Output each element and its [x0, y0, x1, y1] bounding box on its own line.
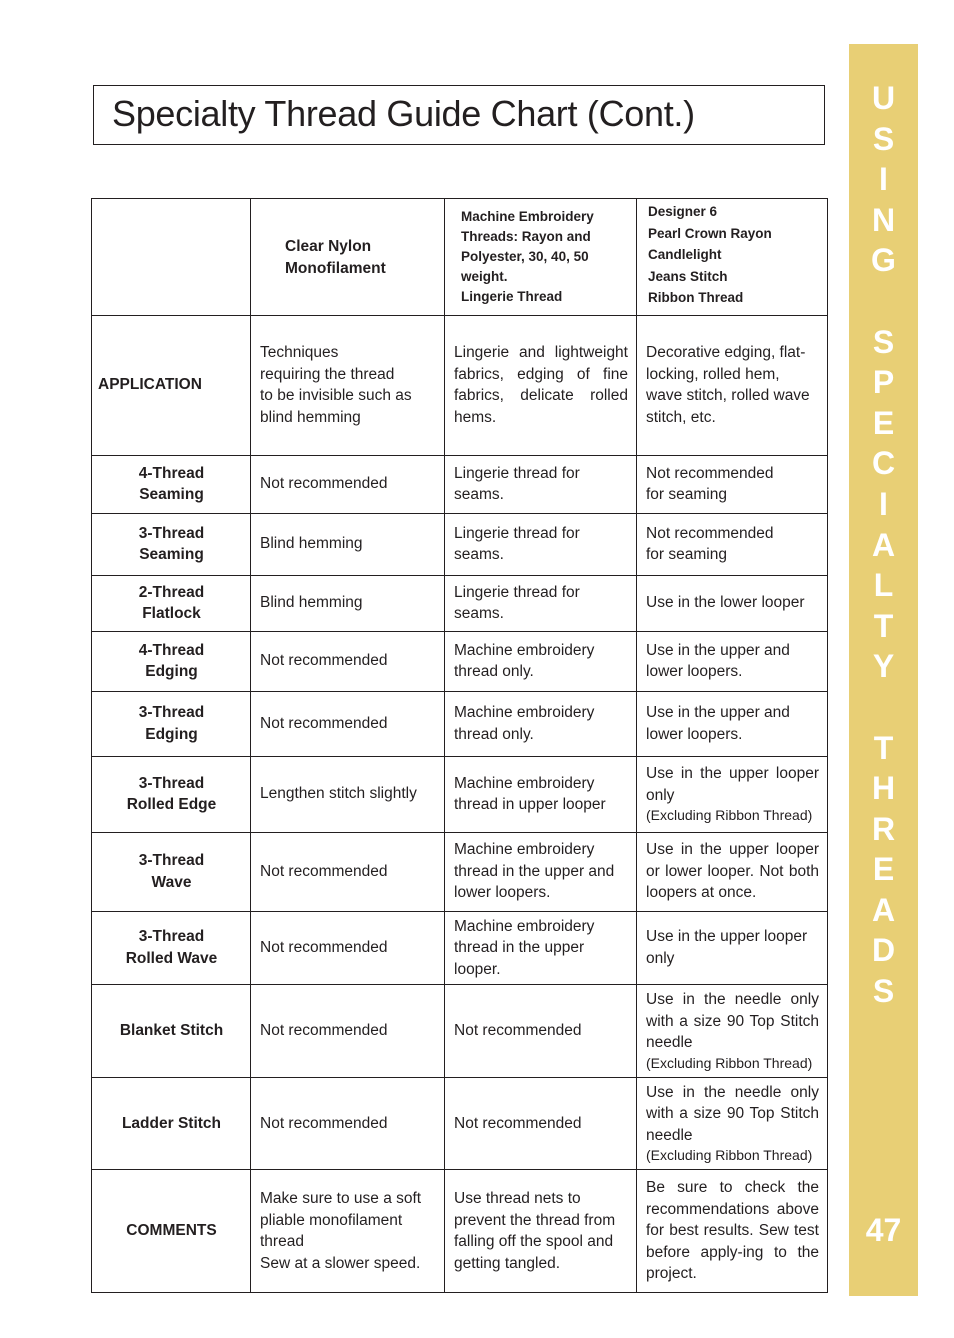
cell-line: Not recommended [260, 714, 388, 732]
side-tab-letter: D [871, 932, 896, 969]
table-cell-c3: Use in the needle only with a size 90 Top Stitch needle (Excluding Ribbon Thread) [637, 1077, 828, 1170]
cell-line: weight. [461, 268, 508, 284]
table-cell-c1 [251, 513, 445, 575]
cell-line: Seaming [139, 546, 204, 563]
row-label [92, 985, 251, 1078]
side-tab-letter: P [872, 364, 895, 401]
side-tab-letter: A [871, 526, 896, 563]
cell-line: stitch, etc. [646, 408, 716, 426]
row-label [92, 832, 251, 911]
table-cell-c1 [251, 985, 445, 1078]
cell-line: Seaming [139, 486, 204, 503]
table-cell-c3: Be sure to check the recommendations above for best results. Sew test before apply-ing to the project. [637, 1170, 828, 1293]
side-tab-letter: S [872, 973, 895, 1010]
cell-line: Use in the upper and [646, 641, 790, 659]
table-cell-c1 [251, 691, 445, 756]
cell-line: Blanket Stitch [119, 1022, 224, 1039]
cell-line: Machine embroidery [454, 917, 595, 935]
table-row [92, 832, 828, 911]
cell-line: thread [260, 1233, 304, 1250]
cell-line: Lingerie thread for [454, 524, 580, 542]
cell-line: for seaming [646, 546, 727, 563]
side-tab-heading [849, 78, 918, 1012]
table-cell-c1 [251, 1077, 445, 1170]
cell-line: thread in the upper [454, 939, 585, 956]
row-label [92, 513, 251, 575]
cell-line: Techniques [260, 344, 339, 361]
page-title: Specialty Thread Guide Chart (Cont.) [112, 93, 695, 134]
table-row [92, 1077, 828, 1170]
cell-line: only [646, 949, 675, 967]
table-row [92, 315, 828, 455]
cell-line: Rolled Wave [125, 949, 218, 967]
cell-note: (Excluding Ribbon Thread) [646, 807, 813, 823]
cell-line: 3-Thread [138, 774, 205, 792]
cell-line: Blind hemming [260, 594, 363, 612]
cell-line: looper. [454, 960, 501, 978]
side-tab-gap [879, 687, 888, 728]
side-tab-letter: E [872, 851, 895, 888]
cell-line: Ladder Stitch [121, 1114, 222, 1132]
side-tab-letter: E [872, 404, 895, 441]
cell-line: Flatlock [142, 605, 201, 622]
side-tab-letter: T [873, 607, 894, 644]
row-label [92, 631, 251, 691]
cell-line: Edging [145, 725, 198, 743]
cell-line: thread only. [454, 663, 534, 680]
cell-line: to be invisible such as [260, 387, 412, 404]
table-cell-c1 [251, 631, 445, 691]
cell-line: blind hemming [260, 408, 361, 426]
table-cell-c2 [445, 1077, 637, 1170]
row-label [92, 911, 251, 985]
cell-line: 4-Thread [138, 464, 205, 482]
cell-line: seams. [454, 546, 504, 563]
side-tab-letter: R [871, 810, 896, 847]
side-tab-letter: S [872, 323, 895, 360]
cell-line: Not recommended [260, 1114, 388, 1132]
table-cell-c1 [251, 575, 445, 631]
cell-line: lower loopers. [454, 884, 551, 902]
table-cell-c3 [637, 455, 828, 513]
side-tab-letter: N [871, 201, 896, 238]
cell-line: Monofilament [285, 259, 386, 277]
cell-line: 3-Thread [138, 852, 205, 869]
side-tab-letter: C [871, 445, 896, 482]
row-label [92, 756, 251, 832]
row-label [92, 1077, 251, 1170]
cell-line: Not recommended [454, 1022, 582, 1039]
header-cell-empty [92, 199, 251, 316]
cell-line: lower loopers. [646, 663, 743, 680]
side-tab-letter: L [873, 567, 894, 604]
cell-line: Jeans Stitch [648, 268, 728, 284]
table-cell-c2 [445, 513, 637, 575]
cell-line: Pearl Crown Rayon [648, 225, 772, 241]
cell-line: Wave [151, 873, 192, 891]
title-box [93, 85, 825, 145]
cell-line: Not recommended [260, 475, 388, 493]
side-tab-letter: U [871, 80, 896, 116]
row-label [92, 691, 251, 756]
page-number: 47 [865, 1212, 902, 1248]
table-cell-c2 [445, 1170, 637, 1293]
cell-line: COMMENTS [126, 1222, 217, 1240]
cell-line: Machine embroidery [454, 704, 595, 721]
table-cell-c3 [637, 631, 828, 691]
cell-line: Machine embroidery [454, 641, 595, 659]
table-row [92, 756, 828, 832]
cell-line: Edging [145, 663, 198, 680]
cell-line: Not recommended [260, 939, 388, 956]
table-row [92, 513, 828, 575]
header-clear-nylon [251, 199, 445, 316]
thread-guide-table [91, 198, 828, 1293]
cell-line: Candlelight [648, 247, 722, 262]
cell-line: Threads: Rayon and [461, 228, 591, 244]
header-row [92, 199, 828, 316]
cell-line: Not recommended [260, 862, 388, 880]
table-cell-c1 [251, 1170, 445, 1293]
side-tab-letter: H [871, 770, 896, 807]
cell-line: Lingerie thread for [454, 583, 580, 601]
side-tab-letter: S [872, 120, 895, 157]
cell-line: wave stitch, rolled wave [646, 387, 810, 404]
cell-line: 3-Thread [138, 704, 205, 721]
cell-line: locking, rolled hem, [646, 365, 780, 383]
side-tab-gap [879, 281, 888, 322]
cell-line: Machine embroidery [454, 841, 595, 859]
cell-line: seams. [454, 486, 504, 503]
cell-line: Not recommended [646, 524, 774, 542]
cell-line: Not recommended [260, 652, 388, 670]
table-row [92, 455, 828, 513]
side-tab-letter: Y [872, 648, 895, 685]
table-cell-c2 [445, 575, 637, 631]
cell-line: thread in the upper and [454, 862, 615, 880]
table-cell-c2 [445, 691, 637, 756]
table-cell-c2 [445, 985, 637, 1078]
table-row [92, 985, 828, 1078]
table-cell-c1 [251, 315, 445, 455]
cell-line: Use in the upper and [646, 704, 790, 721]
cell-line: Use in the upper looper [646, 928, 808, 946]
table-cell-c2 [445, 911, 637, 985]
cell-line: pliable monofilament [260, 1211, 403, 1229]
cell-line: Lingerie Thread [461, 288, 563, 304]
table-cell-c3 [637, 691, 828, 756]
table-row [92, 911, 828, 985]
table-cell-c2 [445, 756, 637, 832]
header-designer-6 [637, 199, 828, 316]
table-cell-c3 [637, 575, 828, 631]
side-tab-letter: I [879, 485, 888, 522]
cell-line: 2-Thread [138, 583, 205, 601]
table-row [92, 1170, 828, 1293]
table-cell-c3 [637, 315, 828, 455]
side-tab-letter: A [871, 891, 896, 928]
cell-line: falling off the spool and [454, 1233, 614, 1250]
row-label [92, 575, 251, 631]
cell-line: thread only. [454, 725, 534, 743]
cell-line: Decorative edging, flat- [646, 344, 806, 361]
table-cell-c3: Use in the upper looper only (Excluding Ribbon Thread) [637, 756, 828, 832]
cell-line: Sew at a slower speed. [260, 1254, 421, 1272]
cell-line: Designer 6 [648, 204, 718, 219]
table-cell-c3 [637, 911, 828, 985]
side-tab-letter: G [871, 242, 896, 279]
cell-note: (Excluding Ribbon Thread) [646, 1147, 813, 1163]
cell-line: Use in the lower looper [646, 594, 805, 612]
cell-line: Use thread nets to [454, 1190, 581, 1207]
table-cell-c2 [445, 455, 637, 513]
table-cell-c2 [445, 832, 637, 911]
side-tab-letter: T [873, 729, 894, 766]
cell-line: Not recommended [454, 1114, 582, 1132]
table-row [92, 691, 828, 756]
cell-line: 4-Thread [138, 641, 205, 659]
cell-line: Ribbon Thread [648, 290, 744, 305]
cell-line: for seaming [646, 486, 727, 503]
table-row [92, 575, 828, 631]
table-cell-c1 [251, 911, 445, 985]
cell-line: Not recommended [260, 1022, 388, 1039]
cell-line: 3-Thread [138, 524, 205, 542]
cell-line: seams. [454, 605, 504, 622]
cell-line: Polyester, 30, 40, 50 [461, 248, 589, 264]
row-label [92, 1170, 251, 1293]
table-cell-c1 [251, 455, 445, 513]
table-row [92, 631, 828, 691]
row-label [92, 315, 251, 455]
table-cell-c3: Use in the needle only with a size 90 Top Stitch needle (Excluding Ribbon Thread) [637, 985, 828, 1078]
header-machine-embroidery [445, 199, 637, 316]
cell-line: getting tangled. [454, 1254, 561, 1272]
cell-line: Machine Embroidery [461, 208, 594, 224]
cell-line: prevent the thread from [454, 1211, 616, 1229]
cell-line: requiring the thread [260, 365, 395, 383]
table-cell-c2: Lingerie and lightweight fabrics, edging of fine fabrics, delicate rolled hems. [445, 315, 637, 455]
cell-line: Machine embroidery [454, 774, 595, 792]
cell-line: Make sure to use a soft [260, 1190, 422, 1207]
cell-line: lower loopers. [646, 725, 743, 743]
row-label [92, 455, 251, 513]
cell-line: Rolled Edge [126, 796, 217, 813]
side-tab [849, 44, 918, 1296]
cell-line: Lengthen stitch slightly [260, 785, 417, 803]
table-cell-c3 [637, 513, 828, 575]
cell-line: Clear Nylon [285, 237, 372, 255]
cell-line: Lingerie thread for [454, 464, 580, 482]
table-cell-c1 [251, 756, 445, 832]
cell-line: thread in upper looper [454, 796, 606, 813]
cell-line: 3-Thread [138, 928, 205, 946]
table-cell-c3: Use in the upper looper or lower looper. Not both loopers at once. [637, 832, 828, 911]
table-cell-c2 [445, 631, 637, 691]
cell-line: Not recommended [646, 464, 774, 482]
cell-note: (Excluding Ribbon Thread) [646, 1054, 813, 1071]
side-tab-letter: I [879, 161, 888, 198]
table-cell-c1 [251, 832, 445, 911]
cell-line: Blind hemming [260, 535, 363, 553]
cell-line: APPLICATION [98, 376, 202, 394]
